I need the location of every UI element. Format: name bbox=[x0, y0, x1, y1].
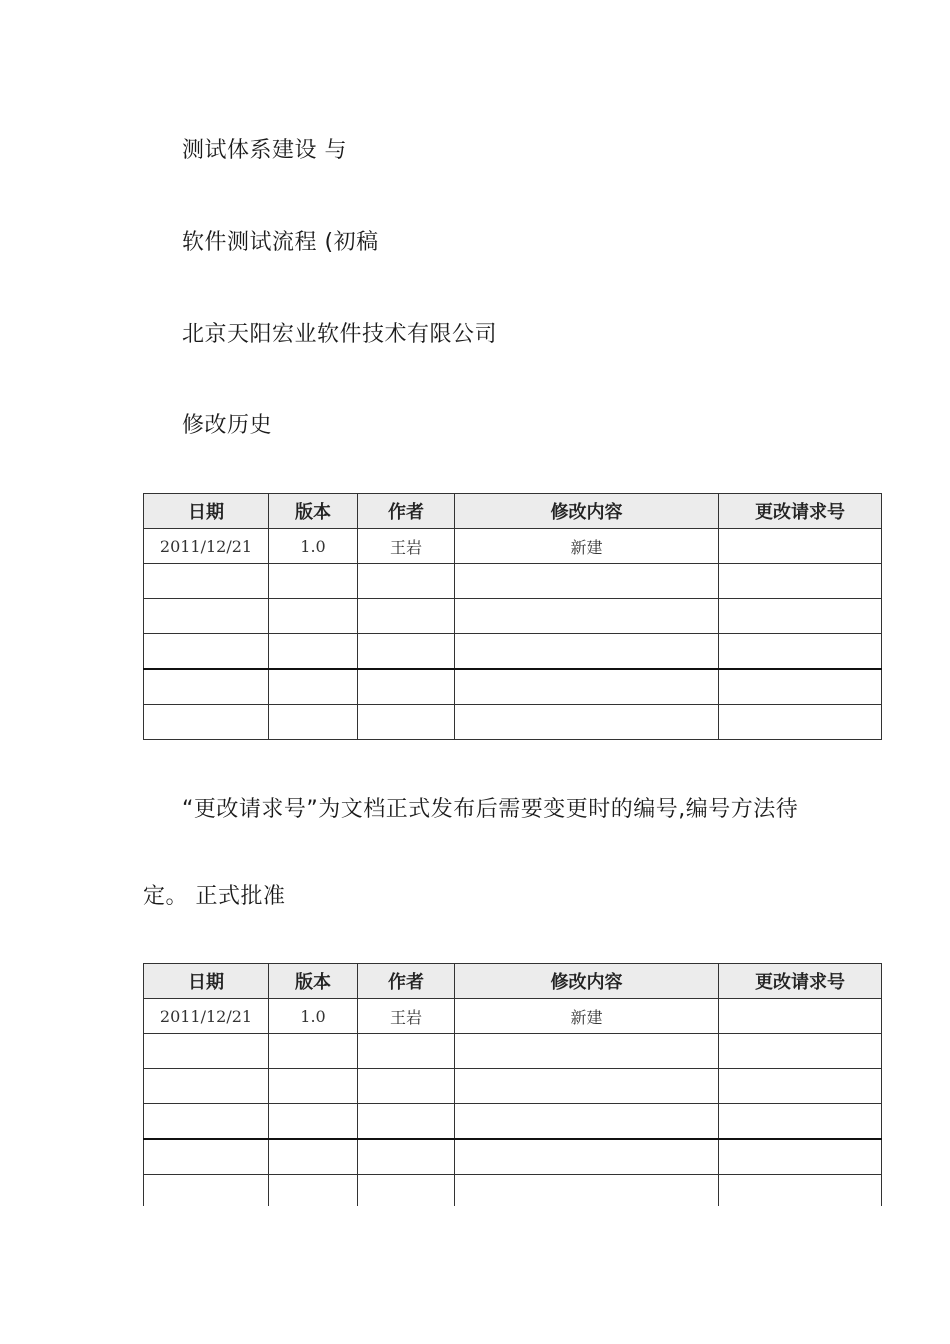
header-change-request-no: 更改请求号 bbox=[719, 964, 882, 999]
empty-cell bbox=[358, 1104, 455, 1140]
empty-cell bbox=[719, 1069, 882, 1104]
table-row bbox=[144, 669, 882, 705]
empty-cell bbox=[719, 1104, 882, 1140]
empty-cell bbox=[144, 669, 269, 705]
empty-cell bbox=[455, 669, 719, 705]
empty-cell bbox=[144, 599, 269, 634]
empty-cell bbox=[455, 564, 719, 599]
table-row bbox=[144, 1034, 882, 1069]
empty-cell bbox=[269, 1175, 358, 1207]
empty-cell bbox=[358, 564, 455, 599]
cell-change-request-no bbox=[719, 999, 882, 1034]
table-header-row bbox=[144, 964, 882, 999]
empty-cell bbox=[719, 634, 882, 670]
empty-cell bbox=[269, 599, 358, 634]
cell-version: 1.0 bbox=[269, 529, 358, 564]
empty-cell bbox=[144, 1139, 269, 1175]
empty-cell bbox=[719, 669, 882, 705]
table-row bbox=[144, 599, 882, 634]
approval-table bbox=[143, 963, 882, 1206]
header-author: 作者 bbox=[358, 494, 455, 529]
table-row bbox=[144, 1104, 882, 1140]
empty-cell bbox=[269, 564, 358, 599]
table-row bbox=[144, 564, 882, 599]
cell-date: 2011/12/21 bbox=[144, 999, 269, 1034]
revision-history-table bbox=[143, 493, 882, 740]
empty-cell bbox=[144, 705, 269, 740]
empty-cell bbox=[358, 669, 455, 705]
empty-cell bbox=[358, 1034, 455, 1069]
empty-cell bbox=[455, 1175, 719, 1207]
table-row bbox=[144, 999, 882, 1034]
empty-cell bbox=[358, 705, 455, 740]
empty-cell bbox=[144, 1175, 269, 1207]
header-version: 版本 bbox=[269, 964, 358, 999]
empty-cell bbox=[269, 1069, 358, 1104]
empty-cell bbox=[358, 1069, 455, 1104]
empty-cell bbox=[144, 1034, 269, 1069]
empty-cell bbox=[455, 1139, 719, 1175]
empty-cell bbox=[144, 1104, 269, 1140]
header-date: 日期 bbox=[144, 964, 269, 999]
empty-cell bbox=[719, 564, 882, 599]
empty-cell bbox=[144, 564, 269, 599]
empty-cell bbox=[455, 634, 719, 670]
header-change-request-no: 更改请求号 bbox=[719, 494, 882, 529]
header-version: 版本 bbox=[269, 494, 358, 529]
empty-cell bbox=[719, 1034, 882, 1069]
table-row bbox=[144, 529, 882, 564]
header-date: 日期 bbox=[144, 494, 269, 529]
empty-cell bbox=[269, 705, 358, 740]
empty-cell bbox=[455, 599, 719, 634]
header-changes: 修改内容 bbox=[455, 494, 719, 529]
table-row bbox=[144, 1069, 882, 1104]
empty-cell bbox=[269, 1139, 358, 1175]
table-row bbox=[144, 705, 882, 740]
cell-changes: 新建 bbox=[455, 529, 719, 564]
empty-cell bbox=[358, 634, 455, 670]
empty-cell bbox=[455, 1034, 719, 1069]
title-line-2: 软件测试流程 (初稿 bbox=[182, 230, 379, 255]
empty-cell bbox=[719, 599, 882, 634]
empty-cell bbox=[269, 1104, 358, 1140]
table-header-row bbox=[144, 494, 882, 529]
empty-cell bbox=[358, 1139, 455, 1175]
table-row bbox=[144, 1175, 882, 1207]
empty-cell bbox=[455, 705, 719, 740]
empty-cell bbox=[719, 1175, 882, 1207]
empty-cell bbox=[358, 1175, 455, 1207]
empty-cell bbox=[269, 634, 358, 670]
empty-cell bbox=[144, 634, 269, 670]
cell-version: 1.0 bbox=[269, 999, 358, 1034]
empty-cell bbox=[144, 1069, 269, 1104]
table-row bbox=[144, 634, 882, 670]
approval-table-container bbox=[143, 963, 883, 1206]
header-author: 作者 bbox=[358, 964, 455, 999]
company-name: 北京天阳宏业软件技术有限公司 bbox=[182, 322, 498, 347]
header-changes: 修改内容 bbox=[455, 964, 719, 999]
empty-cell bbox=[269, 669, 358, 705]
cell-changes: 新建 bbox=[455, 999, 719, 1034]
empty-cell bbox=[269, 1034, 358, 1069]
cell-author: 王岩 bbox=[358, 999, 455, 1034]
change-request-note: “更改请求号”为文档正式发布后需要变更时的编号,编号方法待 bbox=[182, 797, 799, 822]
cell-date: 2011/12/21 bbox=[144, 529, 269, 564]
empty-cell bbox=[455, 1104, 719, 1140]
empty-cell bbox=[719, 705, 882, 740]
cell-author: 王岩 bbox=[358, 529, 455, 564]
cell-change-request-no bbox=[719, 529, 882, 564]
empty-cell bbox=[358, 599, 455, 634]
table-row bbox=[144, 1139, 882, 1175]
title-line-1: 测试体系建设 与 bbox=[182, 138, 347, 163]
note-continuation-formal-approval: 定。 正式批准 bbox=[143, 884, 286, 909]
empty-cell bbox=[719, 1139, 882, 1175]
section-heading-revision-history: 修改历史 bbox=[182, 413, 273, 438]
empty-cell bbox=[455, 1069, 719, 1104]
